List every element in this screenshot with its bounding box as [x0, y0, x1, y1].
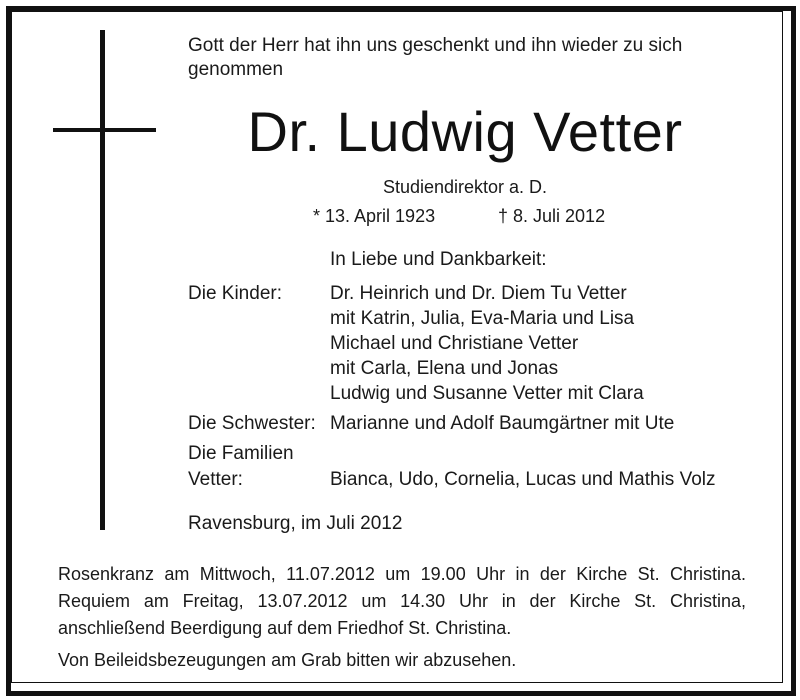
kinder-line: mit Carla, Elena und Jonas [330, 358, 559, 379]
kinder-line: Michael und Christiane Vetter [330, 333, 579, 354]
deceased-name: Dr. Ludwig Vetter [247, 100, 683, 163]
footer-line: anschließend Beerdigung auf dem Friedhof St. Christina. [58, 618, 512, 638]
footer-line: Requiem am Freitag, 13.07.2012 um 14.30 Uhr in der Kirche St. Christina, [58, 591, 746, 611]
intro-verse: Gott der Herr hat ihn uns geschenkt und ihn wieder zu sich genommen [188, 35, 683, 80]
footer-line: Rosenkranz am Mittwoch, 11.07.2012 um 19.00 Uhr in der Kirche St. Christina. [58, 564, 746, 584]
schwester-label: Die Schwester: [188, 413, 316, 434]
kinder-label: Die Kinder: [188, 283, 282, 304]
familien-label-vetter: Vetter: [188, 469, 243, 490]
kinder-line: Ludwig und Susanne Vetter mit Clara [330, 383, 644, 404]
death-date: † 8. Juli 2012 [498, 206, 606, 226]
kinder-line: Dr. Heinrich und Dr. Diem Tu Vetter [330, 283, 627, 304]
schwester-value: Marianne und Adolf Baumgärtner mit Ute [330, 413, 675, 434]
familien-label: Die Familien [188, 443, 294, 464]
dedication: In Liebe und Dankbarkeit: [330, 249, 547, 270]
birth-date: * 13. April 1923 [313, 206, 436, 226]
familien-value: Bianca, Udo, Cornelia, Lucas und Mathis Volz [330, 469, 716, 490]
place-date: Ravensburg, im Juli 2012 [188, 513, 403, 534]
footer-line: Von Beileidsbezeugungen am Grab bitten wir abzusehen. [58, 650, 517, 670]
deceased-title: Studiendirektor a. D. [382, 177, 548, 197]
kinder-line: mit Katrin, Julia, Eva-Maria und Lisa [330, 308, 635, 329]
